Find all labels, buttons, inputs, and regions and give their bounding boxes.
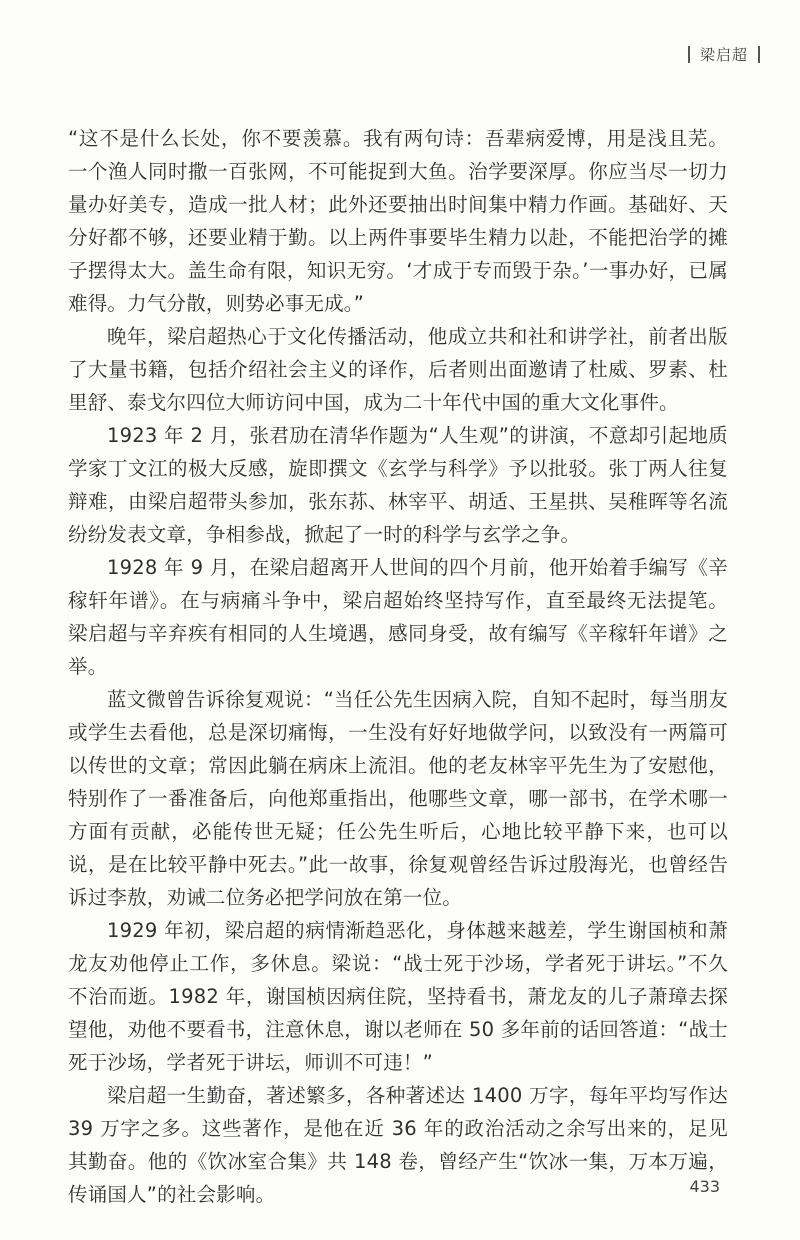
page-number: 433 (689, 1177, 720, 1196)
body-text (68, 122, 728, 1211)
paragraph-xin-jiaxuan-chronicle: 1928 年 9 月，在梁启超离开人世间的四个月前，他开始着手编写《辛稼轩年谱》。在与病痛斗争中，梁启超始终坚持写作，直至最终无法提笔。梁启超与辛弃疾有相同的人生境遇，感同身受，故有编写《辛稼轩年谱》之举。 (68, 556, 728, 678)
paragraph-final-illness: 1929 年初，梁启超的病情渐趋恶化，身体越来越差，学生谢国桢和萧龙友劝他停止工作，多休息。梁说：“战士死于沙场，学者死于讲坛。”不久不治而逝。1982 年，谢国桢因病住院，坚持看书，萧龙友的儿子萧璋去探望他，劝他不要看书，注意休息，谢以老师在 50 多年前的话回答道：“战士死于沙场，学者死于讲坛，师训不可违！” (68, 919, 728, 1074)
paragraph-science-metaphysics-debate: 1923 年 2 月，张君劢在清华作题为“人生观”的讲演，不意却引起地质学家丁文江的极大反感，旋即撰文《玄学与科学》予以批驳。张丁两人往复辩难，由梁启超带头参加，张东荪、林宰平、胡适、王星拱、吴稚晖等名流纷纷发表文章，争相参战，掀起了一时的科学与玄学之争。 (68, 424, 728, 546)
paragraph-late-years-activities: 晚年，梁启超热心于文化传播活动，他成立共和社和讲学社，前者出版了大量书籍，包括介绍社会主义的译作，后者则出面邀请了杜威、罗素、杜里舒、泰戈尔四位大师访问中国，成为二十年代中国的重大文化事件。 (68, 325, 728, 414)
paragraph-lan-wenwei-anecdote: 蓝文微曾告诉徐复观说：“当任公先生因病入院，自知不起时，每当朋友或学生去看他，总是深切痛悔，一生没有好好地做学问，以致没有一两篇可以传世的文章；常因此躺在病床上流泪。他的老友林宰平先生为了安慰他，特别作了一番准备后，向他郑重指出，他哪些文章，哪一部书，在学术哪一方面有贡献，必能传世无疑；任公先生听后，心地比较平静下来，也可以说，是在比较平静中死去。”此一故事，徐复观曾经告诉过殷海光，也曾经告诉过李敖，劝诫二位务必把学问放在第一位。 (68, 688, 729, 909)
header-right-rule (758, 46, 760, 63)
running-header (688, 44, 760, 65)
paragraph-quote-continuation: “这不是什么长处，你不要羡慕。我有两句诗：吾辈病爱博，用是浅且芜。一个渔人同时撒一百张网，不可能捉到大鱼。治学要深厚。你应当尽一切力量办好美专，造成一批人材；此外还要抽出时间集中精力作画。基础好、天分好都不够，还要业精于勤。以上两件事要毕生精力以赴，不能把治学的摊子摆得太大。盖生命有限，知识无穷。‘才成于专而毁于杂。’一事办好，已属难得。力气分散，则势必事无成。” (68, 127, 728, 315)
chapter-title: 梁启超 (699, 46, 748, 64)
paragraph-diligence-works: 梁启超一生勤奋，著述繁多，各种著述达 1400 万字，每年平均写作达 39 万字之多。这些著作，是他在近 36 年的政治活动之余写出来的，足见其勤奋。他的《饮冰室合集》共 148 卷，曾经产生“饮冰一集，万本万遍，传诵国人”的社会影响。 (68, 1084, 728, 1206)
header-left-rule (688, 46, 690, 63)
